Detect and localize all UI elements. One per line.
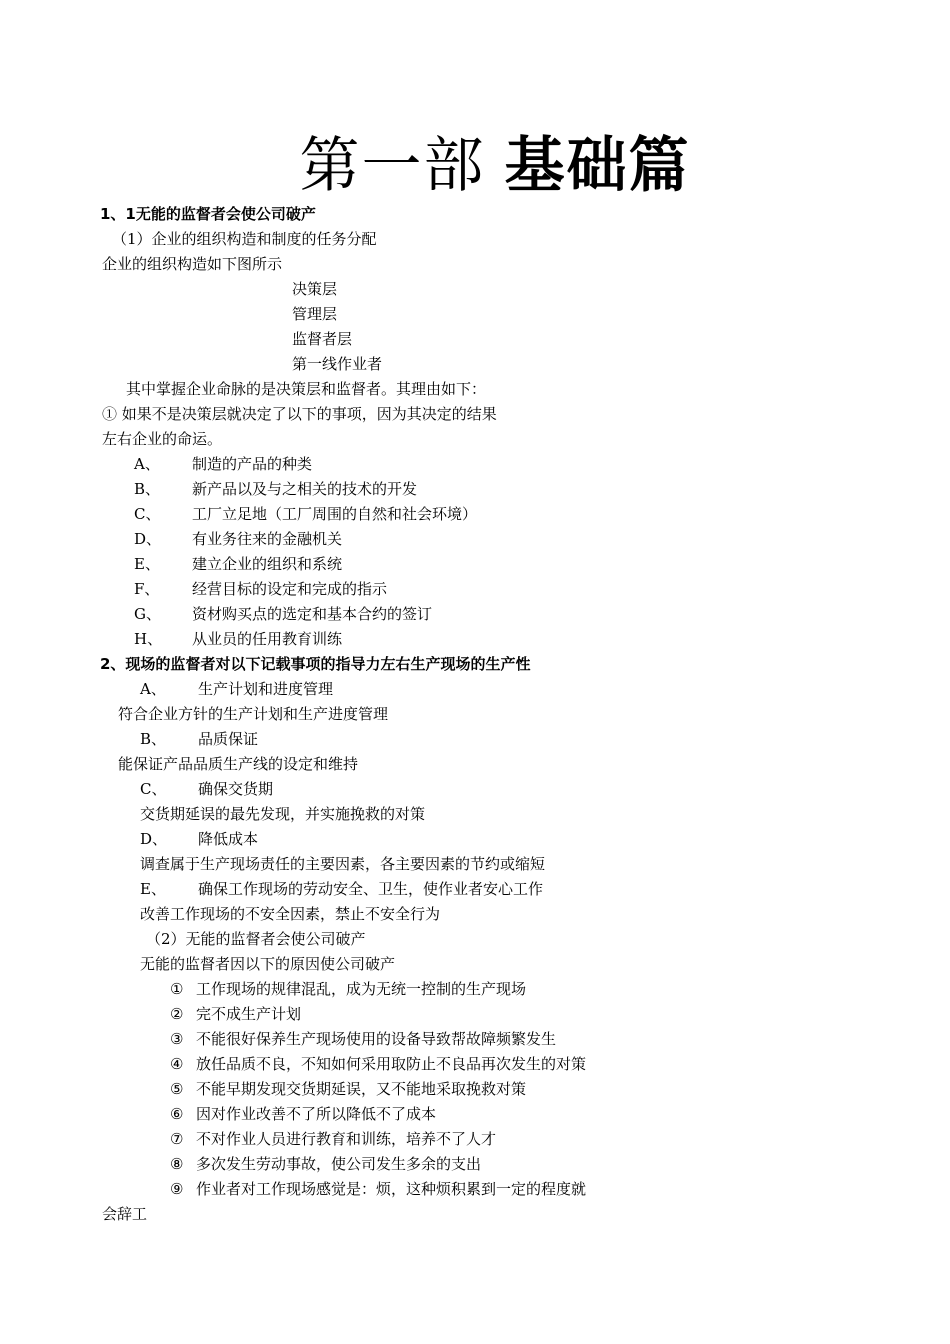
topic-title xyxy=(140,879,543,899)
cause-text: 作业者对工作现场感觉是：烦，这种烦积累到一定的程度就 xyxy=(196,1180,587,1198)
list-marker: A、 xyxy=(134,455,160,473)
cause-number: ① xyxy=(170,980,184,998)
topic-marker: A、 xyxy=(140,680,166,698)
org-level: 决策层 xyxy=(292,280,338,298)
section1-heading: 1、1无能的监督者会使公司破产 xyxy=(100,205,316,223)
topic-text: 生产计划和进度管理 xyxy=(198,680,334,698)
list-marker: F、 xyxy=(134,580,160,598)
cause-number: ④ xyxy=(170,1055,184,1073)
list-marker: C、 xyxy=(134,505,161,523)
cause-number: ⑥ xyxy=(170,1105,184,1123)
topic-desc: 改善工作现场的不安全因素，禁止不安全行为 xyxy=(140,905,441,923)
cause-number: ③ xyxy=(170,1030,184,1048)
org-intro: 企业的组织构造如下图所示 xyxy=(102,255,283,273)
list-marker: E、 xyxy=(134,555,160,573)
cause-text: 因对作业改善不了所以降低不了成本 xyxy=(196,1105,437,1123)
org-level: 管理层 xyxy=(292,305,338,323)
list-text: 工厂立足地（工厂周围的自然和社会环境） xyxy=(192,505,478,523)
cause-item xyxy=(170,1104,436,1124)
cause-continuation: 会辞工 xyxy=(102,1205,148,1223)
topic-text: 确保工作现场的劳动安全、卫生，使作业者安心工作 xyxy=(198,880,544,898)
list-text: 经营目标的设定和完成的指示 xyxy=(192,580,388,598)
topic-desc: 交货期延误的最先发现，并实施挽救的对策 xyxy=(140,805,426,823)
list-text: 新产品以及与之相关的技术的开发 xyxy=(192,480,418,498)
list-text: 从业员的任用教育训练 xyxy=(192,630,343,648)
list-item xyxy=(134,629,342,649)
cause-text: 不对作业人员进行教育和训练，培养不了人才 xyxy=(196,1130,497,1148)
topic-desc: 符合企业方针的生产计划和生产进度管理 xyxy=(118,705,389,723)
cause-item xyxy=(170,1179,586,1199)
cause-text: 不能很好保养生产现场使用的设备导致帮故障频繁发生 xyxy=(196,1030,557,1048)
list-marker: B、 xyxy=(134,480,161,498)
point1-line2: 左右企业的命运。 xyxy=(102,430,223,448)
cause-text: 多次发生劳动事故，使公司发生多余的支出 xyxy=(196,1155,482,1173)
subsection1-heading: （1）企业的组织构造和制度的任务分配 xyxy=(112,230,377,248)
cause-number: ⑤ xyxy=(170,1080,184,1098)
topic-text: 品质保证 xyxy=(198,730,259,748)
cause-number: ② xyxy=(170,1005,184,1023)
subsection2-heading: （2）无能的监督者会使公司破产 xyxy=(146,930,366,948)
topic-title xyxy=(140,679,333,699)
topic-text: 降低成本 xyxy=(198,830,259,848)
list-marker: G、 xyxy=(134,605,161,623)
list-text: 资材购买点的选定和基本合约的签订 xyxy=(192,605,433,623)
topic-desc: 调查属于生产现场责任的主要因素，各主要因素的节约或缩短 xyxy=(140,855,546,873)
cause-item xyxy=(170,1029,556,1049)
topic-title xyxy=(140,729,258,749)
reason-paragraph: 其中掌握企业命脉的是决策层和监督者。其理由如下： xyxy=(126,380,487,398)
cause-item xyxy=(170,1154,481,1174)
cause-text: 完不成生产计划 xyxy=(196,1005,302,1023)
cause-number: ⑦ xyxy=(170,1130,184,1148)
list-item xyxy=(134,504,477,524)
topic-title xyxy=(140,829,258,849)
cause-text: 不能早期发现交货期延误，又不能地采取挽救对策 xyxy=(196,1080,527,1098)
cause-intro: 无能的监督者因以下的原因使公司破产 xyxy=(140,955,396,973)
list-text: 制造的产品的种类 xyxy=(192,455,313,473)
org-level: 监督者层 xyxy=(292,330,353,348)
topic-text: 确保交货期 xyxy=(198,780,274,798)
list-item xyxy=(134,454,312,474)
list-item xyxy=(134,529,342,549)
topic-marker: B、 xyxy=(140,730,167,748)
point1-line1: ① 如果不是决策层就决定了以下的事项，因为其决定的结果 xyxy=(102,405,497,423)
cause-text: 工作现场的规律混乱，成为无统一控制的生产现场 xyxy=(196,980,527,998)
section2-heading: 2、现场的监督者对以下记载事项的指导力左右生产现场的生产性 xyxy=(100,655,531,673)
topic-marker: C、 xyxy=(140,780,167,798)
cause-text: 放任品质不良，不知如何采用取防止不良品再次发生的对策 xyxy=(196,1055,587,1073)
title-part: 第一部 xyxy=(299,131,486,201)
list-marker: H、 xyxy=(134,630,163,648)
topic-marker: D、 xyxy=(140,830,168,848)
list-marker: D、 xyxy=(134,530,162,548)
cause-number: ⑨ xyxy=(170,1180,184,1198)
list-item xyxy=(134,479,417,499)
list-text: 有业务往来的金融机关 xyxy=(192,530,343,548)
list-item xyxy=(134,554,342,574)
topic-title xyxy=(140,779,273,799)
cause-number: ⑧ xyxy=(170,1155,184,1173)
cause-item xyxy=(170,1004,301,1024)
cause-item xyxy=(170,1129,496,1149)
title-name: 基础篇 xyxy=(504,131,691,201)
list-item xyxy=(134,579,387,599)
cause-item xyxy=(170,1054,586,1074)
org-level: 第一线作业者 xyxy=(292,355,383,373)
cause-item xyxy=(170,979,526,999)
cause-item xyxy=(170,1079,526,1099)
topic-marker: E、 xyxy=(140,880,166,898)
list-text: 建立企业的组织和系统 xyxy=(192,555,343,573)
topic-desc: 能保证产品品质生产线的设定和维持 xyxy=(118,755,359,773)
list-item xyxy=(134,604,432,624)
page-title xyxy=(0,128,950,204)
